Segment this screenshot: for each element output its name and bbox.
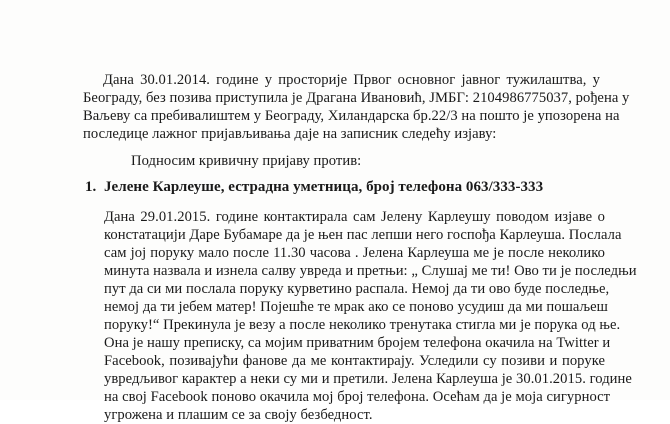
body-line-9: Facebook, позивајући фанове да ме контактирају. Уследили су позиви и поруке [104,353,605,369]
body-line-2: констатацији Даре Бубамаре да је њен пас лепши него госпођа Карлеуша. Послала [104,227,622,243]
intro-line-3: Ваљеву са пребивалиштем у Београду, Хиландарска бр.22/3 на пошто је упозорена на [83,108,620,124]
body-line-3: сам јој поруку мало после 11.30 часова . Јелена Карлеуша ме је после неколико [104,245,605,261]
body-line-1: Дана 29.01.2015. године контактирала сам Јелену Карлеушу поводом изјаве о [104,209,605,225]
complaint-heading: Подносим кривичну пријаву против: [131,153,362,169]
intro-line-2: Београду, без позива приступила је Драгана Ивановић, ЈМБГ: 2104986775037, рођена у [83,90,630,106]
intro-line-1: Дана 30.01.2014. године у просторије Првог основног јавног тужилаштва, у [103,72,600,88]
body-line-10: увредљивог карактер а неки су ми и претили. Јелена Карлеуша је 30.01.2015. године [104,371,632,387]
item-title: Јелене Карлеуше, естрадна уметница, број телефона 063/333-333 [104,179,544,195]
item-number: 1. [85,179,97,195]
body-line-4: минута назвала и изнела салву увреда и претњи: „ Слушај ме ти! Ово ти је последњи [104,263,637,279]
body-line-5: пут да си ми послала поруку курветино распала. Немој да ти ово буде последње, [104,281,610,297]
intro-line-4: последице лажног пријављивања даје на записник следећу изјаву: [83,126,497,142]
body-line-11: на свој Facebook поново окачила мој број телефона. Осећам да је моја сигурност [104,389,611,405]
body-line-8: Она је нашу преписку, са мојим приватним бројем телефона окачила на Twitter и [104,335,611,351]
body-line-6: немој да ти јебем матер! Појешће те мрак ако се поново усудиш да ми пошаљеш [104,299,608,315]
body-line-12: угрожена и плашим се за своју безбедност. [104,407,373,423]
body-line-7: поруку!“ Прекинула је везу а после неколико тренутака стигла ми је порука од ње. [104,317,621,333]
